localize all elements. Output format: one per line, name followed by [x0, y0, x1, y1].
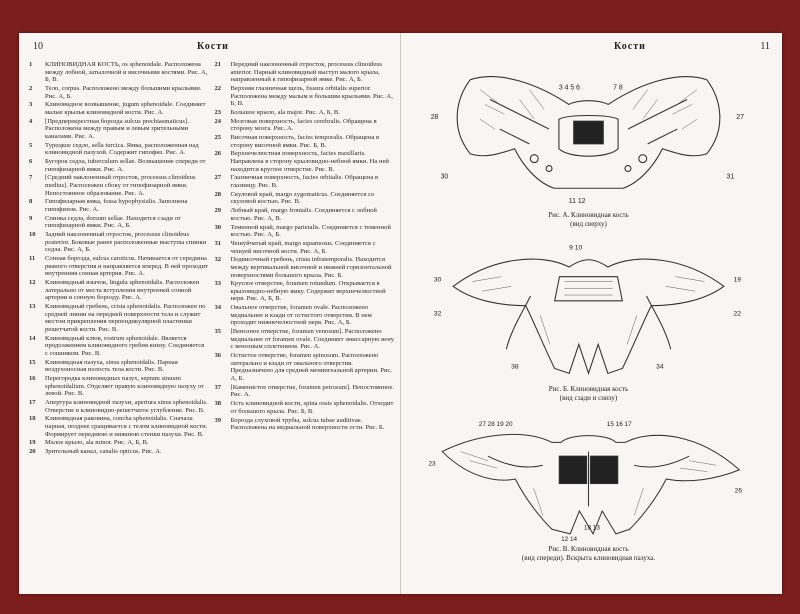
entry-text: Передний наклоненный отросток, processus clinoideus anterior. Парный клиновидный выступ малого крыла, направленный к гипофизарной ямке. Рис. А, Б.	[230, 61, 383, 84]
entry-text: Задний наклоненный отросток, processus clinoideus posterior. Боковые ранее расположенные выступы спинки седла. Рис. А, Б.	[45, 231, 207, 254]
entry-text: Перегородка клиновидных пазух, septum sinuum sphenoidalium. Отделяет правую клиновидную пазуху от левой. Рис. В.	[45, 374, 204, 398]
anatomy-entry	[29, 359, 209, 374]
figure-v-caption	[411, 545, 766, 562]
figure-b-subtitle: (вид сзади и снизу)	[559, 393, 618, 402]
anatomy-entry	[29, 198, 209, 213]
anatomy-entry	[215, 256, 395, 279]
entry-text: Подвисочный гребень, crista infratemporalis. Находится между вертикальной височной и нижней горизонтальной поверхностями большого крыла. Рис. Б.	[230, 256, 392, 279]
svg-text:12 14: 12 14	[561, 536, 578, 543]
entry-number: 36	[214, 352, 222, 360]
entry-text: Лобный край, margo frontalis. Соединяется с лобной костью. Рис. А, В.	[230, 207, 377, 222]
svg-text:34: 34	[656, 363, 664, 371]
entry-number: 26	[214, 150, 222, 158]
sphenoid-front-view-illustration	[411, 415, 766, 543]
entry-text: Большое крыло, ala major. Рис. А, Б, В.	[230, 108, 340, 116]
anatomy-entry	[215, 240, 395, 255]
entry-number: 18	[29, 415, 36, 423]
figure-v	[411, 415, 766, 562]
book-spread	[19, 33, 782, 594]
right-page-number: 11	[760, 41, 770, 52]
entry-text: Теменной край, margo parietalis. Соединяется с теменной костью. Рис. А, Б.	[230, 223, 391, 239]
entry-number: 6	[29, 158, 33, 166]
entry-number: 32	[214, 256, 222, 264]
entry-number: 5	[29, 141, 33, 149]
entry-number: 23	[214, 108, 222, 116]
entry-number: 35	[214, 328, 222, 336]
left-running-title: Кости	[197, 41, 229, 52]
entries-columns	[29, 61, 394, 590]
entry-number: 37	[214, 383, 222, 391]
figure-a	[411, 59, 766, 228]
entry-number: 20	[29, 448, 36, 456]
anatomy-entry	[215, 280, 395, 303]
entry-text: Скуловой край, margo zygomaticus. Соединяется со скуловой костью. Рис. В.	[230, 190, 375, 206]
entry-text: Височная поверхность, facies temporalis. Обращена в сторону височной ямки. Рис. Б, В.	[230, 134, 380, 149]
left-page	[19, 33, 401, 594]
svg-text:7 8: 7 8	[613, 84, 623, 92]
entry-text: Клиновидная раковина, concha sphenoidalis. Сначала парная, позднее сращивается с телом клиновидной кости. Формирует переднюю и нижнюю стенки пазухи. Рис. В.	[45, 415, 208, 438]
anatomy-entry	[215, 352, 395, 382]
figure-v-title: Рис. В. Клиновидная кость	[548, 545, 629, 553]
anatomy-entry	[29, 279, 209, 302]
entry-text: Круглое отверстие, foramen rotundum. Открывается в крыловидно-небную ямку. Содержит верхнечелюстной нерв. Рис. А, Б, В.	[230, 280, 386, 303]
entry-text: Чешуйчатый край, margo squamosus. Соединяется с чешуей височной кости. Рис. А, Б.	[230, 239, 376, 255]
entry-text: [Каменистое отверстие, foramen petrosum]. Непостоянное. Рис. А.	[230, 383, 394, 399]
right-page-header	[409, 41, 774, 55]
entry-number: 22	[214, 84, 222, 92]
anatomy-entry	[29, 335, 209, 358]
anatomy-entry	[215, 207, 395, 222]
anatomy-entry	[215, 85, 395, 108]
anatomy-entry	[29, 85, 209, 100]
svg-text:19: 19	[733, 276, 742, 284]
entry-text: Овальное отверстие, foramen ovale. Расположено медиальнее и кзади от остистого отверстия. В нем проходит нижнечелюстной нерв. Рис. А, Б.	[230, 304, 372, 327]
left-page-number: 10	[33, 41, 43, 52]
svg-text:3 4 5 6: 3 4 5 6	[558, 84, 580, 92]
entry-number: 9	[29, 214, 33, 222]
anatomy-entry	[215, 417, 395, 432]
entry-number: 24	[214, 117, 222, 125]
entry-text: Зрительный канал, canalis opticus. Рис. А.	[45, 448, 162, 456]
entry-number: 7	[29, 174, 33, 182]
entry-number: 34	[214, 304, 222, 312]
svg-text:22: 22	[733, 310, 742, 318]
entry-number: 19	[29, 439, 36, 447]
entry-number: 31	[214, 239, 222, 247]
entry-text: Бугорок седла, tuberculum sellae. Возвышение спереди от гипофизарной ямки. Рис. А.	[45, 158, 206, 173]
svg-text:28: 28	[430, 114, 439, 122]
entry-number: 8	[29, 198, 33, 206]
entry-text: Остистое отверстие, foramen spinosum. Расположено латерально и кзади от овального отверстия. Предназначено для средней менингеальной артерии. Рис. А, Б.	[230, 352, 393, 382]
anatomy-entry	[215, 118, 395, 133]
anatomy-entry	[29, 118, 209, 141]
figure-a-subtitle: (вид сверху)	[570, 219, 607, 228]
svg-text:30: 30	[440, 173, 449, 181]
entry-number: 17	[29, 398, 36, 406]
svg-text:27: 27	[736, 114, 745, 122]
anatomy-entry	[29, 399, 209, 414]
sphenoid-top-view-illustration	[411, 59, 766, 209]
entry-text: Гипофизарная ямка, fossa hypophysialis. Заполнена гипофизом. Рис. А.	[45, 198, 188, 213]
entry-text: Верхнечелюстная поверхность, facies maxillaris. Направлена в сторону крыловидно-небной ямки. На ней находится круглое отверстие. Рис. В.	[230, 150, 389, 173]
anatomy-entry	[29, 61, 209, 84]
right-running-title: Кости	[614, 41, 646, 52]
anatomy-entry	[29, 303, 209, 333]
figure-v-subtitle: (вид спереди). Вскрыта клиновидная пазуха.	[521, 553, 656, 562]
anatomy-entry	[215, 134, 395, 149]
right-page	[401, 33, 782, 594]
svg-text:31: 31	[726, 173, 735, 181]
entry-number: 4	[29, 117, 33, 125]
anatomy-entry	[215, 224, 395, 239]
anatomy-entry	[215, 400, 395, 415]
anatomy-entry	[29, 255, 209, 278]
entry-number: 21	[214, 61, 222, 68]
entry-text: Глазничная поверхность, facies orbitalis. Обращена в глазницу. Рис. В.	[230, 174, 379, 190]
entry-number: 13	[29, 303, 36, 311]
entry-number: 12	[29, 279, 36, 287]
entry-number: 30	[214, 223, 222, 231]
entries-column-1	[29, 61, 209, 590]
entry-text: Клиновидная пазуха, sinus sphenoidalis. Парная воздухоносная полость тела кости. Рис. В.	[45, 358, 178, 374]
entry-text: Малое крыло, ala minor. Рис. А, Б, В.	[45, 439, 149, 447]
anatomy-entry	[215, 384, 395, 399]
entry-number: 33	[214, 280, 222, 288]
svg-text:11 12: 11 12	[568, 198, 586, 206]
svg-text:18 13: 18 13	[583, 524, 600, 532]
anatomy-entry	[29, 415, 209, 438]
entry-text: [Средний наклоненный отросток, processus clinoideus medius]. Расположен сбоку от гипофизарной ямки. Непостоянное образование. Рис. А.	[45, 174, 196, 197]
anatomy-entry	[215, 174, 395, 189]
entry-text: Апертура клиновидной пазухи, apertura sinus sphenoidalis. Отверстие в клиновидно-решетчатое углубление. Рис. В.	[45, 398, 208, 414]
entry-number: 10	[29, 231, 36, 239]
entry-number: 1	[29, 61, 33, 68]
entry-number: 25	[214, 134, 222, 142]
entry-text: Клиновидный клюв, rostrum sphenoidale. Является продолжением клиновидного гребня книзу. Соединяется с сошником. Рис. В.	[45, 334, 205, 357]
svg-text:38: 38	[511, 363, 519, 371]
figure-b-title: Рис. Б. Клиновидная кость	[548, 385, 629, 393]
svg-text:26: 26	[734, 487, 742, 495]
figure-b-caption	[411, 385, 766, 402]
entry-text: Ость клиновидной кости, spina ossis sphenoidalis. Отходит от большого крыла. Рис. Б, В.	[230, 400, 394, 415]
entry-text: Турецкое седло, sella turcica. Ямка, расположенная над клиновидной пазухой. Содержит гипофиз. Рис. А.	[45, 141, 199, 157]
entry-number: 27	[214, 174, 222, 182]
entry-text: Тело, corpus. Расположено между большими крыльями. Рис. А, Б.	[45, 84, 202, 100]
entry-text: Клиновидный язычок, lingula sphenoidalis. Расположен латерально от места вступления внутренней сонной артерии в сонную борозду. Рис. А.	[45, 279, 200, 302]
anatomy-entry	[29, 448, 209, 456]
anatomy-entry	[29, 231, 209, 254]
entry-text: Сонная борозда, sulcus caroticus. Начинается от середины рваного отверстия и направляется вперед. В ней проходит внутренняя сонная артерия. Рис. А.	[45, 255, 209, 278]
anatomy-entry	[29, 158, 209, 173]
left-page-header	[27, 41, 392, 55]
entry-text: Клиновидный гребень, crista sphenoidalis. Расположен по средней линии на передней поверхности тела и служит местом прикрепления перпендикулярной пластинки решетчатой кости. Рис. В.	[45, 303, 206, 333]
svg-text:15 16 17: 15 16 17	[606, 420, 632, 428]
entry-number: 2	[29, 84, 33, 92]
anatomy-entry	[29, 142, 209, 157]
anatomy-entry	[215, 150, 395, 173]
figure-b	[411, 238, 766, 402]
figure-a-caption	[411, 211, 766, 228]
entry-text: Спинка седла, dorsum sellae. Находится сзади от гипофизарной ямки. Рис. А, Б.	[45, 214, 181, 230]
anatomy-entry	[215, 328, 395, 351]
svg-text:32: 32	[433, 310, 442, 318]
entry-text: Верхняя глазничная щель, fissura orbitalis superior. Расположена между малым и большим крыльями. Рис. А, Б, В.	[230, 84, 393, 108]
anatomy-entry	[29, 215, 209, 230]
entry-number: 39	[214, 416, 222, 424]
anatomy-entry	[29, 439, 209, 447]
entry-number: 38	[214, 400, 222, 408]
entry-number: 15	[29, 358, 36, 366]
svg-text:27 28 19 20: 27 28 19 20	[478, 420, 513, 428]
entry-number: 3	[29, 101, 33, 109]
svg-text:23: 23	[428, 460, 436, 468]
entry-text: [Венозное отверстие, foramen venosum]. Расположено медиальнее от foramen ovale. Соединяет эмиссарную вену с венозным сплетением. Рис. А.	[230, 328, 394, 351]
anatomy-entry	[29, 174, 209, 197]
entry-text: [Предперекрестная борозда sulcus prechiasmaticus]. Расположена между правым и левым зрительными каналами. Рис. А.	[45, 117, 189, 140]
entry-number: 29	[214, 207, 222, 215]
entry-number: 16	[29, 374, 36, 382]
entry-number: 28	[214, 190, 222, 198]
svg-text:9 10: 9 10	[569, 244, 583, 252]
anatomy-entry	[215, 61, 395, 84]
entry-text: Мозговая поверхность, facies cerebralis. Обращена в сторону мозга. Рис. А.	[230, 117, 377, 133]
figure-a-title: Рис. А. Клиновидная кость	[548, 211, 629, 219]
svg-text:30: 30	[433, 276, 442, 284]
entry-text: Борозда слуховой трубы, sulcus tubae auditivae. Расположена на медиальной поверхности ости. Рис. Б.	[230, 416, 385, 432]
anatomy-entry	[29, 375, 209, 398]
anatomy-entry	[215, 109, 395, 117]
entry-text: Клиновидное возвышение, jugum sphenoidale. Соединяет малые крылья клиновидной кости. Рис. А.	[45, 101, 206, 116]
anatomy-entry	[215, 304, 395, 327]
anatomy-entry	[215, 191, 395, 206]
sphenoid-back-bottom-view-illustration	[411, 238, 766, 383]
entries-column-2	[215, 61, 395, 590]
entry-text: КЛИНОВИДНАЯ КОСТЬ, os sphenoidale. Расположена между лобной, затылочной и височными костями. Рис. А, Б, В.	[45, 61, 208, 84]
anatomy-entry	[29, 101, 209, 116]
entry-number: 11	[29, 255, 36, 263]
entry-number: 14	[29, 334, 36, 342]
